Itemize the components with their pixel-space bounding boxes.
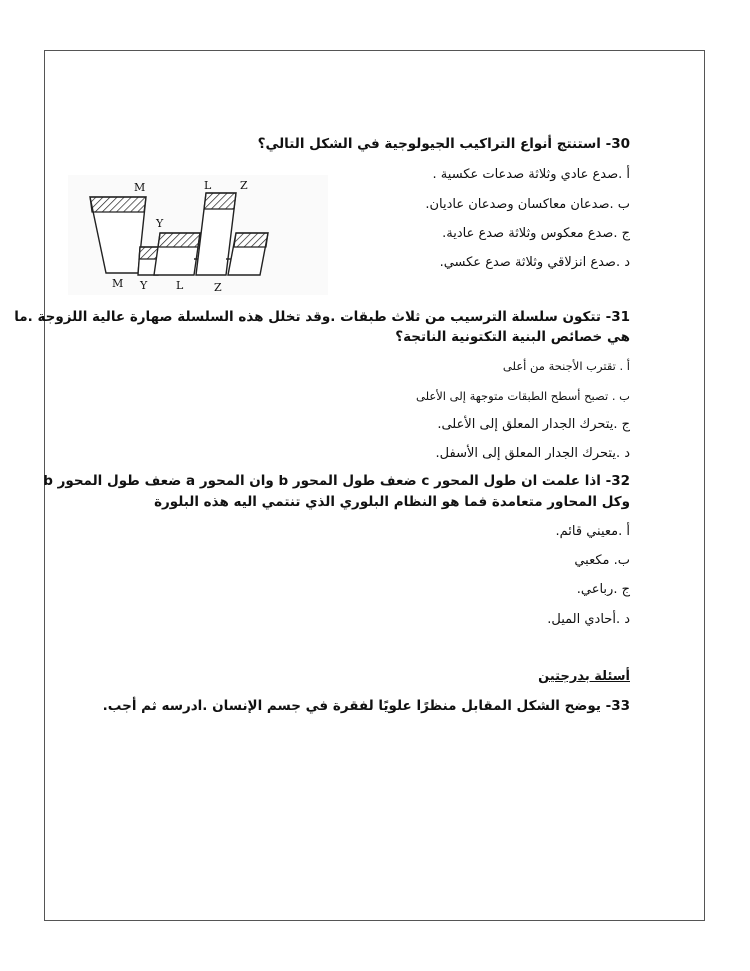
diagram-label-m-top: M [134,181,146,194]
diagram-label-m-bottom: M [112,277,124,290]
q30-option-b: ب .صدعان معاكسان وصدعان عاديان. [425,197,630,212]
diagram-label-l-top: L [204,179,212,192]
fault-diagram [68,175,328,295]
q31-option-a: أ . تقترب الأجنحة من أعلى [502,359,630,373]
diagram-label-y-bottom: Y [140,279,148,292]
question-32-line-1: 32- اذا علمت ان طول المحور c ضعف طول المحور b وان المحور a ضعف طول المحور b [43,473,630,489]
q31-option-c: ج .يتحرك الجدار المعلق إلى الأعلى. [437,417,630,432]
question-31-line-1: 31- تتكون سلسلة الترسيب من ثلاث طبقات .وقد تخلل هذه السلسلة صهارة عالية اللزوجة .ما [14,309,630,325]
q30-option-a: أ .صدع عادي وثلاثة صدعات عكسية . [432,167,630,182]
q32-option-c: ج .رباعي. [576,582,630,597]
question-33: 33- يوضح الشكل المقابل منظرًا علويًا لفقرة في جسم الإنسان .ادرسه ثم أجب. [102,698,630,714]
q30-option-c: ج .صدع معكوس وثلاثة صدع عادية. [442,226,630,241]
q31-option-d: د .يتحرك الجدار المعلق إلى الأسفل. [435,446,630,461]
diagram-label-y-mid: Y [156,217,164,230]
diagram-label-z-top: Z [240,179,248,192]
q32-option-d: د .أحادي الميل. [547,612,630,627]
q32-option-a: أ .معيني قائم. [555,524,630,539]
diagram-label-z-bottom: Z [214,281,222,294]
question-31-line-2: هي خصائص البنية التكتونية الناتجة؟ [395,329,630,345]
q30-option-d: د .صدع انزلاقي وثلاثة صدع عكسي. [439,255,630,270]
q31-option-b: ب . تصبح أسطح الطبقات متوجهة إلى الأعلى [415,389,630,403]
question-32-line-2: وكل المحاور متعامدة فما هو النظام البلوري الذي تنتمي اليه هذه البلورة [154,494,630,510]
diagram-label-l-bottom: L [176,279,184,292]
section-heading: أسئلة بدرجتين [538,669,630,684]
q32-option-b: ب. مكعبي [574,553,630,568]
question-30: 30- استنتج أنواع التراكيب الجيولوجية في الشكل التالي؟ [257,136,630,152]
